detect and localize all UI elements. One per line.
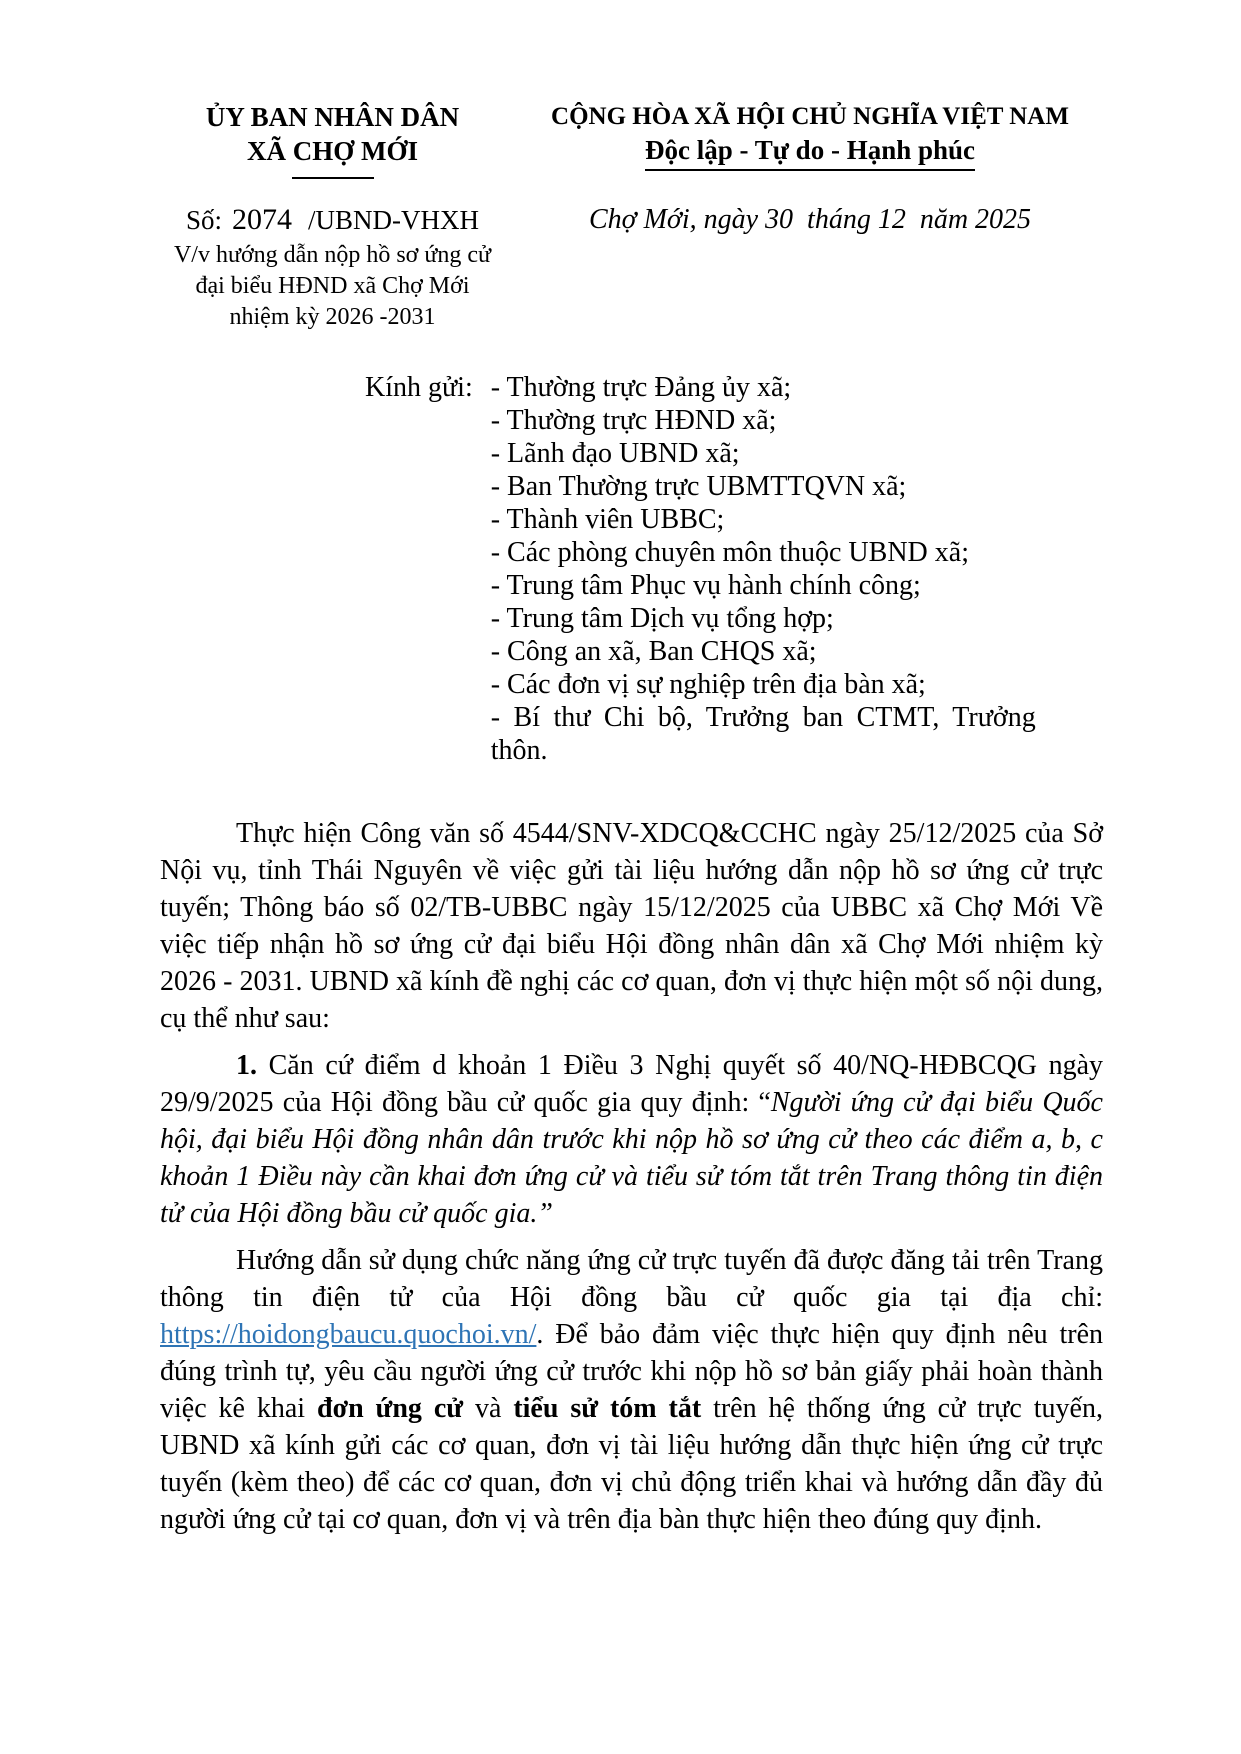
document-body bbox=[160, 815, 1103, 1538]
org-parent-name: ỦY BAN NHÂN DÂN bbox=[205, 102, 460, 132]
national-motto-wrap bbox=[550, 134, 1070, 171]
subject-line: V/v hướng dẫn nộp hồ sơ ứng cử bbox=[173, 242, 492, 268]
paragraph-2-lead: Căn cứ điểm d khoản 1 Điều 3 Nghị quyết số 40/NQ-HĐBCQG ngày 29/9/2025 của Hội đồng bầu cử quốc gia quy định: “ bbox=[160, 1050, 1103, 1118]
paragraph-3 bbox=[160, 1242, 1103, 1538]
salutation: Kính gửi: bbox=[365, 372, 473, 403]
paragraph-2 bbox=[160, 1047, 1103, 1232]
recipient-item: - Trung tâm Dịch vụ tổng hợp; bbox=[490, 603, 834, 634]
national-header-block bbox=[550, 100, 1070, 237]
national-title: CỘNG HÒA XÃ HỘI CHỦ NGHĨA VIỆT NAM bbox=[551, 103, 1069, 130]
national-motto: Độc lập - Tự do - Hạnh phúc bbox=[645, 134, 975, 171]
election-portal-link[interactable]: https://hoidongbaucu.quochoi.vn/ bbox=[160, 1319, 537, 1350]
paragraph-2-quote: Người ứng cử đại biểu Quốc hội, đại biểu Hội đồng nhân dân trước khi nộp hồ sơ ứng cử theo các điểm a, b, c khoản 1 Điều này cần khai đơn ứng cử và tiểu sử tóm tắt trên Trang thông tin điện tử của Hội đồng bầu cử quốc gia.” bbox=[160, 1087, 1103, 1229]
recipient-item: - Thường trực HĐND xã; bbox=[490, 405, 777, 436]
document-number-line bbox=[160, 203, 505, 237]
recipient-item: - Ban Thường trực UBMTTQVN xã; bbox=[490, 471, 907, 502]
paragraph-3-text: Hướng dẫn sử dụng chức năng ứng cử trực tuyến đã được đăng tải trên Trang thông tin điện tử của Hội đồng bầu cử quốc gia tại địa chỉ: bbox=[160, 1245, 1103, 1313]
paragraph-3-bold-don-ung-cu: đơn ứng cử bbox=[317, 1393, 464, 1424]
paragraph-1: Thực hiện Công văn số 4544/SNV-XDCQ&CCHC ngày 25/12/2025 của Sở Nội vụ, tỉnh Thái Nguyên về việc gửi tài liệu hướng dẫn nộp hồ sơ ứng cử trực tuyến; Thông báo số 02/TB-UBBC ngày 15/12/2025 của UBBC xã Chợ Mới Về việc tiếp nhận hồ sơ ứng cử đại biểu Hội đồng nhân dân xã Chợ Mới nhiệm kỳ 2026 - 2031. UBND xã kính đề nghị các cơ quan, đơn vị thực hiện một số nội dung, cụ thể như sau: bbox=[160, 818, 1103, 1034]
recipient-item: - Công an xã, Ban CHQS xã; bbox=[490, 636, 817, 667]
recipient-item: - Thường trực Đảng ủy xã; bbox=[490, 372, 792, 403]
subject-line: đại biểu HĐND xã Chợ Mới bbox=[195, 273, 470, 299]
recipient-item: - Lãnh đạo UBND xã; bbox=[490, 438, 740, 469]
paragraph-3-text: trên hệ thống ứng cử trực tuyến, UBND xã kính gửi các cơ quan, đơn vị tài liệu hướng dẫn thực hiện ứng cử trực tuyến (kèm theo) để các cơ quan, đơn vị chủ động triển khai và hướng dẫn đầy đủ người ứng cử tại cơ quan, đơn vị và trên địa bàn thực hiện theo đúng quy định. bbox=[160, 1393, 1103, 1535]
document-subject bbox=[160, 240, 505, 333]
document-header bbox=[160, 100, 1103, 333]
recipient-item: - Thành viên UBBC; bbox=[490, 504, 725, 535]
org-name: XÃ CHỢ MỚI bbox=[247, 136, 418, 166]
paragraph-3-bold-tieu-su: tiểu sử tóm tắt bbox=[513, 1393, 702, 1424]
recipient-list bbox=[491, 371, 1036, 767]
recipient-item: - Bí thư Chi bộ, Trưởng ban CTMT, Trưởng thôn. bbox=[490, 702, 1036, 766]
paragraph-2-number: 1. bbox=[236, 1050, 257, 1081]
recipient-item: - Các phòng chuyên môn thuộc UBND xã; bbox=[490, 537, 969, 568]
recipient-item: - Các đơn vị sự nghiệp trên địa bàn xã; bbox=[490, 669, 926, 700]
issuing-authority-block bbox=[160, 100, 505, 333]
recipient-item: - Trung tâm Phục vụ hành chính công; bbox=[490, 570, 921, 601]
subject-line: nhiệm kỳ 2026 -2031 bbox=[229, 304, 436, 330]
paragraph-3-text: và bbox=[463, 1393, 514, 1424]
place-and-date: Chợ Mới, ngày 30 tháng 12 năm 2025 bbox=[588, 204, 1032, 235]
document-number-label: Số: bbox=[185, 205, 223, 235]
recipients-block bbox=[160, 371, 1103, 767]
document-number-suffix: /UBND-VHXH bbox=[308, 205, 480, 235]
paragraph-3-text: . Để bảo đảm việc thực hiện quy định nêu trên đúng trình tự, yêu cầu người ứng cử trước khi nộp hồ sơ bản giấy phải hoàn thành việc kê khai bbox=[160, 1319, 1103, 1424]
org-name-rule bbox=[292, 177, 374, 179]
document-number: 2074 bbox=[232, 203, 293, 236]
